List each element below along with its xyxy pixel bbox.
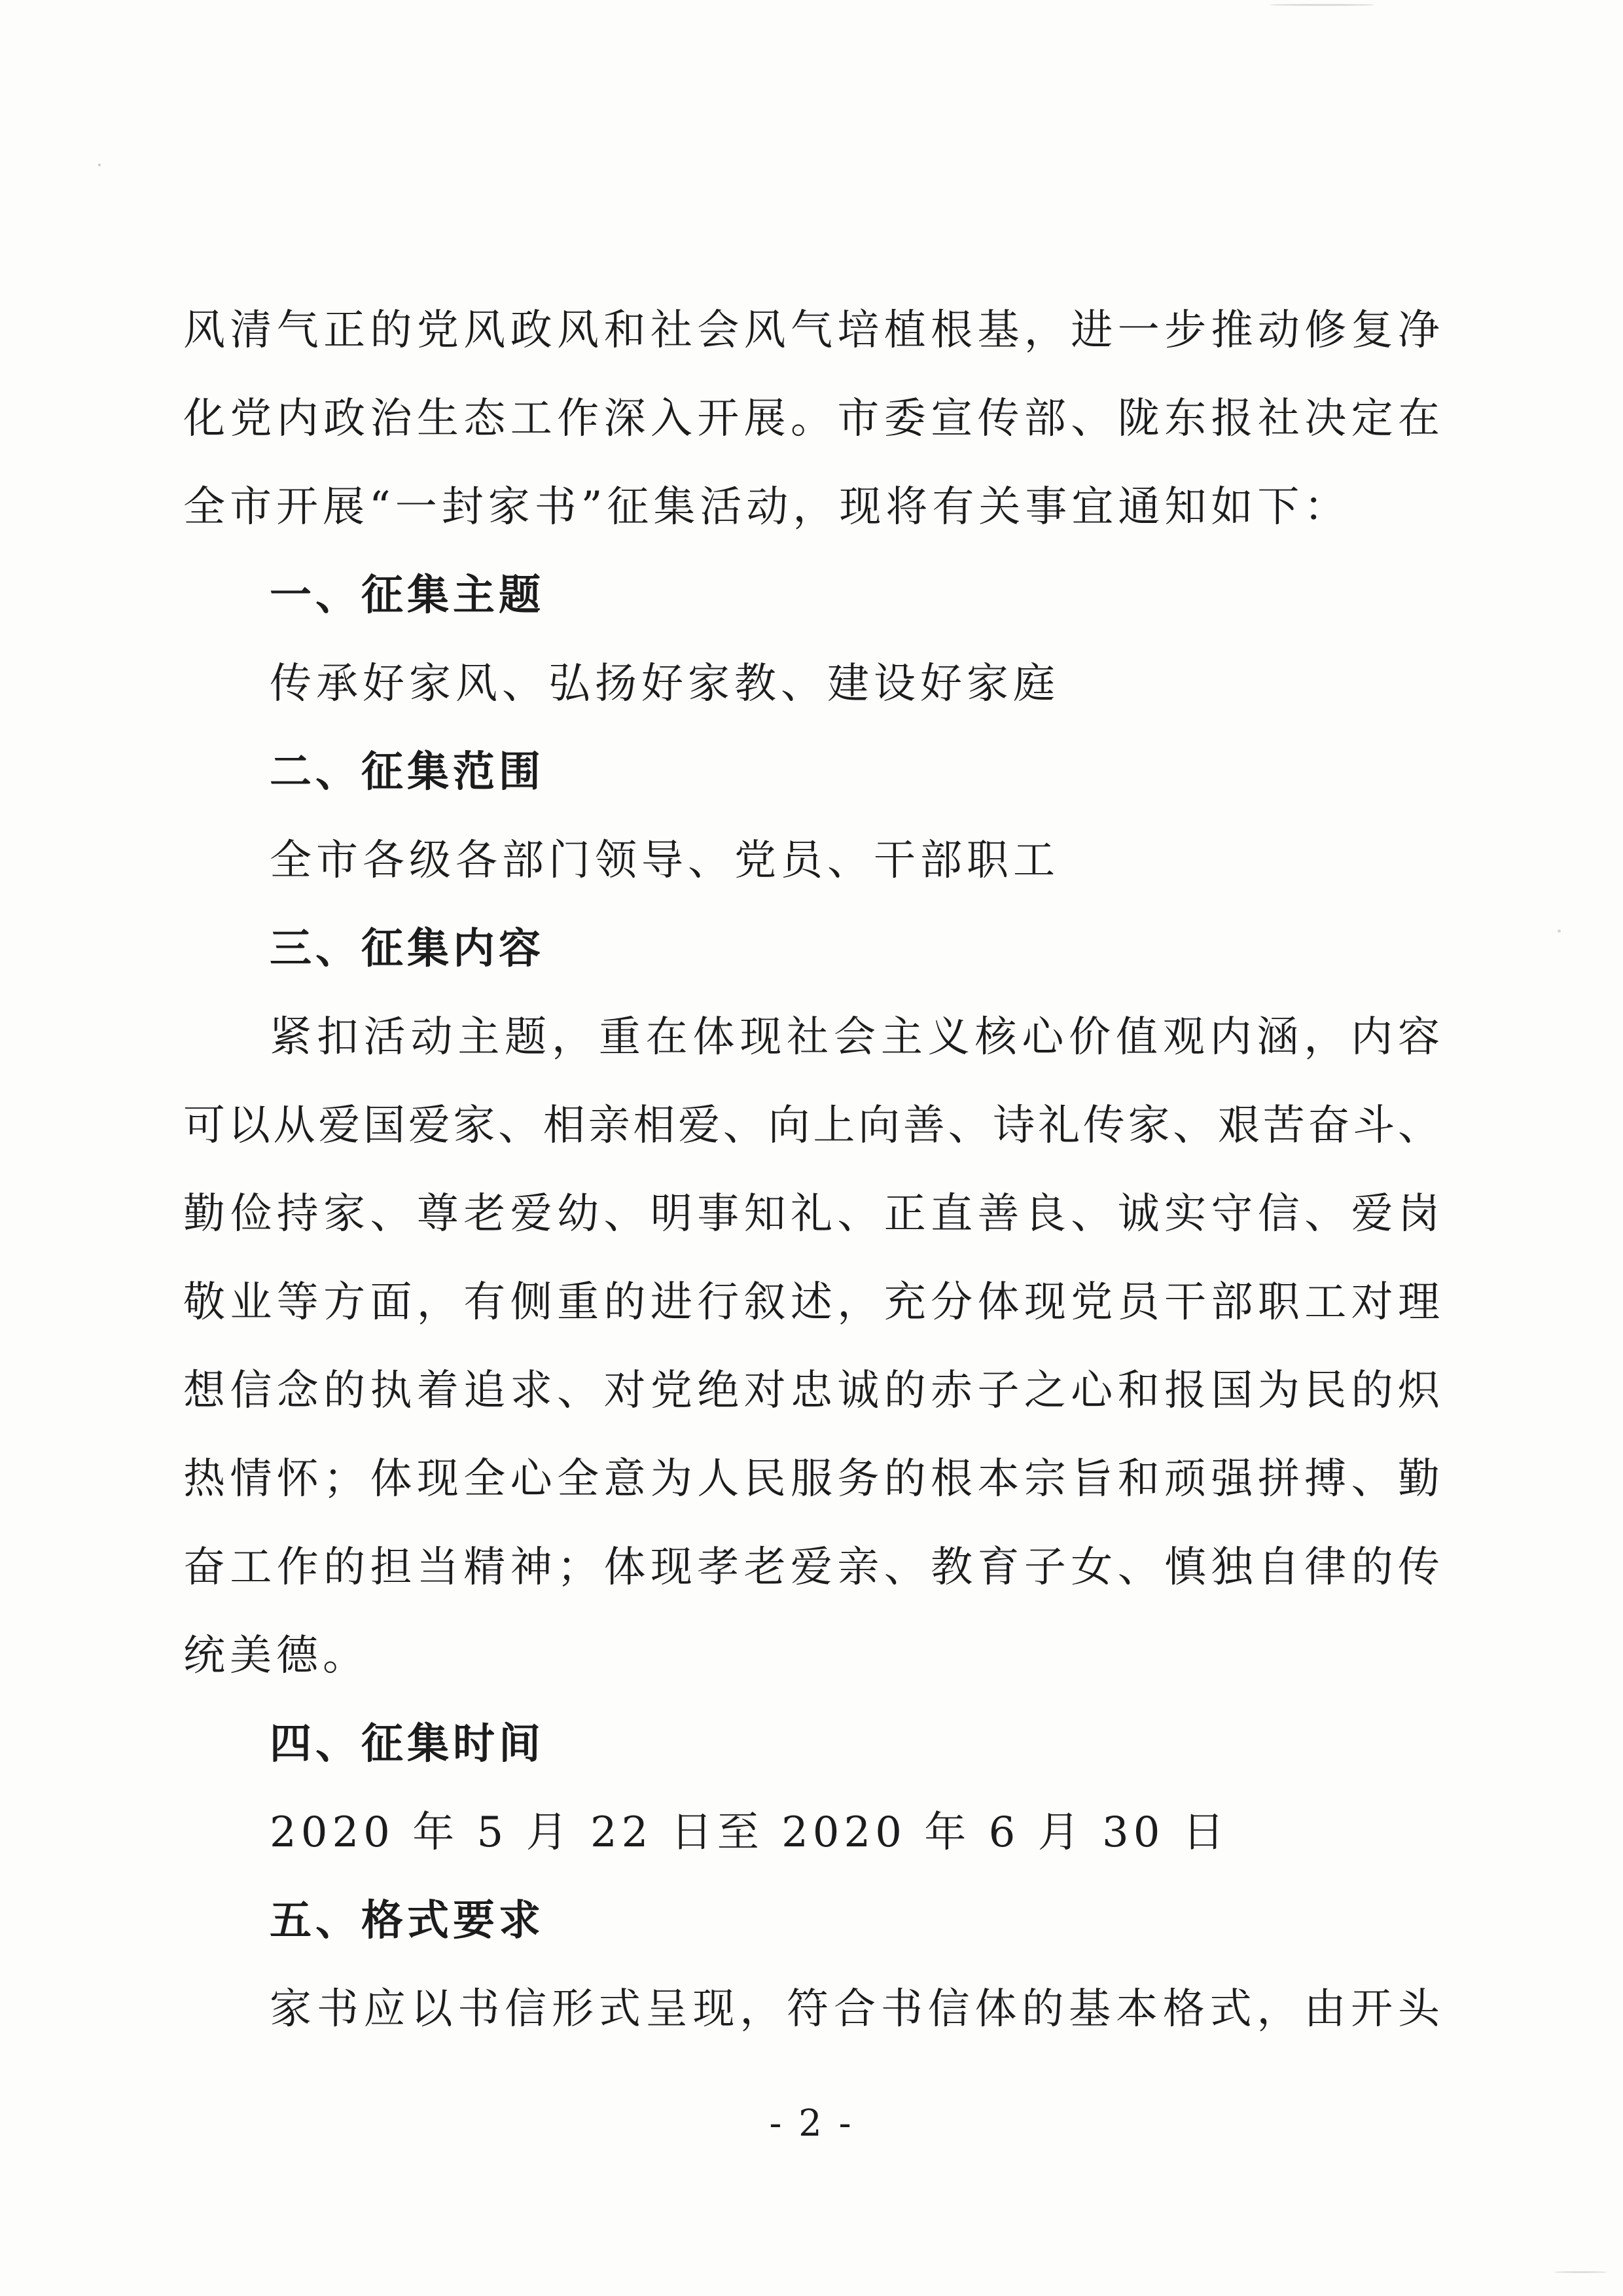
body-line: 可以从爱国爱家、相亲相爱、向上向善、诗礼传家、艰苦奋斗、	[183, 1102, 1440, 1150]
body-line: 统美德。	[183, 1632, 369, 1680]
body-line: 传承好家风、弘扬好家教、建设好家庭	[270, 660, 1060, 708]
body-line: 风清气正的党风政风和社会风气培植根基，进一步推动修复净	[183, 306, 1440, 355]
section-heading-theme: 一、征集主题	[270, 571, 544, 620]
section-heading-content: 三、征集内容	[270, 925, 544, 973]
page-number: - 2 -	[769, 2102, 854, 2145]
section-heading-time: 四、征集时间	[270, 1720, 544, 1768]
body-line: 紧扣活动主题，重在体现社会主义核心价值观内涵，内容	[270, 1013, 1440, 1062]
body-line: 全市开展“一封家书”征集活动，现将有关事宜通知如下：	[183, 483, 1351, 531]
body-line-dates: 2020 年 5 月 22 日至 2020 年 6 月 30 日	[270, 1808, 1229, 1857]
body-line: 想信念的执着追求、对党绝对忠诚的赤子之心和报国为民的炽	[183, 1367, 1440, 1415]
body-line: 化党内政治生态工作深入开展。市委宣传部、陇东报社决定在	[183, 395, 1440, 443]
scan-mark	[1270, 4, 1374, 6]
body-line: 全市各级各部门领导、党员、干部职工	[270, 836, 1060, 885]
section-heading-scope: 二、征集范围	[270, 748, 544, 797]
body-line: 热情怀；体现全心全意为人民服务的根本宗旨和顽强拼搏、勤	[183, 1455, 1440, 1503]
body-line: 奋工作的担当精神；体现孝老爱亲、教育子女、慎独自律的传	[183, 1543, 1440, 1592]
body-line: 家书应以书信形式呈现，符合书信体的基本格式，由开头	[270, 1985, 1440, 2034]
body-line: 勤俭持家、尊老爱幼、明事知礼、正直善良、诚实守信、爱岗	[183, 1190, 1440, 1238]
scan-mark	[98, 164, 101, 166]
body-line: 敬业等方面，有侧重的进行叙述，充分体现党员干部职工对理	[183, 1278, 1440, 1327]
scan-mark	[1554, 2271, 1607, 2273]
scan-mark	[1558, 929, 1561, 933]
section-heading-format: 五、格式要求	[270, 1897, 544, 1945]
